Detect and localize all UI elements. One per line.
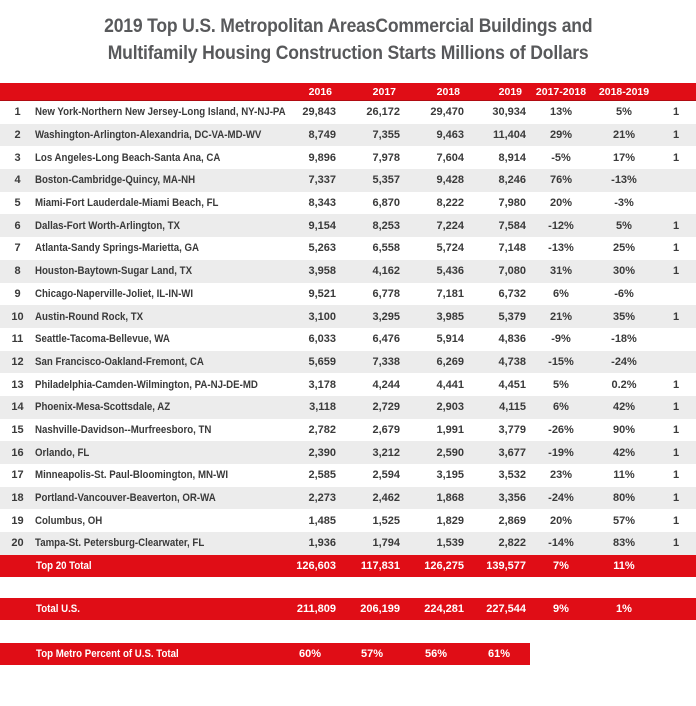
metro-name-cell: [35, 311, 280, 323]
value-2017-cell: 7,338: [372, 355, 400, 368]
top-metro-percent-band: [0, 643, 530, 665]
value-2017-cell: 7,355: [372, 129, 400, 142]
rank-cell: 17: [11, 469, 24, 482]
metro-name: Nashville-Davidson--Murfreesboro, TN: [35, 423, 212, 436]
col-header-2018-2019: 2018-2019: [598, 85, 650, 98]
value-2019-cell: 3,356: [498, 492, 526, 505]
rank-cell: 6: [14, 219, 21, 232]
value-2017-cell: 6,870: [372, 197, 400, 210]
total-2019-cell: 139,577: [486, 560, 526, 572]
value-2019-cell: 2,869: [498, 514, 526, 527]
value-2018-cell: 4,441: [436, 378, 464, 391]
table-row: [0, 101, 696, 124]
value-2019-cell: 7,980: [498, 197, 526, 210]
rank-cell: 12: [11, 355, 24, 368]
pct-2017-2018-cell: -13%: [548, 242, 574, 255]
value-2016-cell: 29,843: [302, 106, 336, 119]
value-2017-cell: 4,244: [372, 378, 400, 391]
metro-name: San Francisco-Oakland-Fremont, CA: [35, 355, 204, 368]
value-2016-cell: 3,178: [308, 378, 336, 391]
pct-2018-2019-cell: 42%: [612, 446, 636, 459]
value-2018-cell: 1,539: [436, 537, 464, 550]
flag-cell: 1: [672, 514, 680, 527]
flag-cell: 1: [672, 106, 680, 119]
rank-cell: 9: [14, 287, 21, 300]
page-title: [0, 13, 696, 67]
value-2018-cell: 1,868: [436, 492, 464, 505]
value-2017-cell: 2,729: [372, 401, 400, 414]
value-2016-cell: 3,100: [308, 310, 336, 323]
total-label: Top 20 Total: [36, 560, 92, 572]
metro-name-cell: [35, 379, 280, 391]
total-us-label: Total U.S.: [36, 603, 80, 615]
pct-2018-2019-cell: 5%: [616, 106, 632, 119]
table-row: [0, 192, 696, 215]
total-us-2019-cell: 227,544: [486, 603, 526, 615]
value-2017-cell: 3,295: [372, 310, 400, 323]
top-metro-percent-label-cell: [0, 648, 280, 660]
value-2016-cell: 1,485: [308, 514, 336, 527]
value-2019-cell: 7,148: [498, 242, 526, 255]
value-2017-cell: 3,212: [372, 446, 400, 459]
value-2017-cell: 8,253: [372, 219, 400, 232]
pct-2017-2018-cell: -14%: [548, 537, 574, 550]
pct-2018-2019-cell: -18%: [611, 333, 637, 346]
flag-cell: 1: [672, 219, 680, 232]
metro-name-cell: [35, 492, 280, 504]
metro-name: Austin-Round Rock, TX: [35, 310, 144, 323]
value-2016-cell: 2,390: [308, 446, 336, 459]
pct-2018-2019-cell: -3%: [614, 197, 634, 210]
pct-2017-2018-cell: -12%: [548, 219, 574, 232]
pct-2017-2018-cell: 23%: [549, 469, 573, 482]
metro-pct-2016-cell: 60%: [298, 648, 322, 660]
pct-2018-2019-cell: 30%: [612, 265, 636, 278]
value-2018-cell: 1,829: [436, 514, 464, 527]
value-2018-cell: 7,224: [436, 219, 464, 232]
metro-name-cell: [35, 129, 280, 141]
flag-cell: 1: [672, 423, 680, 436]
table-row: [0, 351, 696, 374]
top20-total-band: [0, 555, 696, 577]
value-2017-cell: 26,172: [366, 106, 400, 119]
flag-cell: 1: [672, 537, 680, 550]
flag-cell: 1: [672, 446, 680, 459]
metro-name-cell: [35, 333, 280, 345]
metro-name: New York-Northern New Jersey-Long Island, NY-NJ-PA: [35, 106, 286, 119]
value-2019-cell: 11,404: [492, 129, 526, 142]
rank-cell: 19: [11, 514, 24, 527]
value-2018-cell: 7,604: [436, 151, 464, 164]
metro-name-cell: [35, 356, 280, 368]
flag-cell: 1: [672, 401, 680, 414]
total-pct-2017-2018-cell: 7%: [553, 560, 569, 572]
value-2018-cell: 5,724: [436, 242, 464, 255]
value-2016-cell: 3,958: [308, 265, 336, 278]
rank-cell: 5: [14, 197, 21, 210]
rank-cell: 1: [14, 106, 21, 119]
metro-name: Boston-Cambridge-Quincy, MA-NH: [35, 174, 196, 187]
pct-2017-2018-cell: -26%: [548, 423, 574, 436]
total-us-2017-cell: 206,199: [360, 603, 400, 615]
value-2016-cell: 5,659: [308, 355, 336, 368]
table-row: [0, 464, 696, 487]
value-2019-cell: 3,677: [498, 446, 526, 459]
table-row: [0, 328, 696, 351]
flag-cell: 1: [672, 492, 680, 505]
metro-name-cell: [35, 265, 280, 277]
pct-2018-2019-cell: 21%: [612, 129, 636, 142]
value-2018-cell: 7,181: [436, 287, 464, 300]
value-2019-cell: 5,379: [498, 310, 526, 323]
total-2018-cell: 126,275: [424, 560, 464, 572]
title-line-1: 2019 Top U.S. Metropolitan AreasCommercial Buildings and: [103, 15, 593, 37]
total-us-pct-2017-2018-cell: 9%: [553, 603, 569, 615]
metro-name-cell: [35, 515, 280, 527]
value-2019-cell: 8,246: [498, 174, 526, 187]
value-2018-cell: 1,991: [436, 423, 464, 436]
metro-name-cell: [35, 197, 280, 209]
pct-2018-2019-cell: 17%: [612, 151, 636, 164]
value-2019-cell: 30,934: [492, 106, 526, 119]
metro-name: Washington-Arlington-Alexandria, DC-VA-MD-WV: [35, 129, 262, 142]
metro-name: Minneapolis-St. Paul-Bloomington, MN-WI: [35, 469, 229, 482]
metro-pct-2017-cell: 57%: [360, 648, 384, 660]
value-2019-cell: 4,738: [498, 355, 526, 368]
metro-name-cell: [35, 152, 280, 164]
pct-2017-2018-cell: 20%: [549, 197, 573, 210]
metro-name: Dallas-Fort Worth-Arlington, TX: [35, 219, 181, 232]
value-2018-cell: 3,195: [436, 469, 464, 482]
value-2018-cell: 8,222: [436, 197, 464, 210]
pct-2018-2019-cell: 57%: [612, 514, 636, 527]
rank-cell: 20: [11, 537, 24, 550]
pct-2018-2019-cell: 42%: [612, 401, 636, 414]
pct-2017-2018-cell: 5%: [553, 378, 569, 391]
value-2017-cell: 4,162: [372, 265, 400, 278]
metro-name: Philadelphia-Camden-Wilmington, PA-NJ-DE-MD: [35, 378, 258, 391]
metro-name-cell: [35, 537, 280, 549]
value-2019-cell: 6,732: [498, 287, 526, 300]
value-2018-cell: 3,985: [436, 310, 464, 323]
pct-2018-2019-cell: -24%: [611, 355, 637, 368]
metro-name-cell: [35, 288, 280, 300]
top-metro-percent-label: Top Metro Percent of U.S. Total: [36, 648, 179, 660]
top-metro-percent-row: [0, 643, 530, 665]
col-header-2017: 2017: [372, 85, 396, 98]
table-header-band: [0, 83, 696, 101]
value-2017-cell: 2,594: [372, 469, 400, 482]
total-pct-2018-2019-cell: 11%: [613, 560, 635, 572]
rank-cell: 15: [11, 423, 24, 436]
value-2018-cell: 9,428: [436, 174, 464, 187]
pct-2017-2018-cell: -19%: [548, 446, 574, 459]
value-2017-cell: 7,978: [372, 151, 400, 164]
col-header-2016: 2016: [308, 85, 332, 98]
pct-2017-2018-cell: 6%: [553, 287, 569, 300]
value-2018-cell: 5,436: [436, 265, 464, 278]
table-row: [0, 260, 696, 283]
metro-name-cell: [35, 106, 286, 119]
value-2018-cell: 29,470: [430, 106, 464, 119]
value-2018-cell: 9,463: [436, 129, 464, 142]
metro-name: Houston-Baytown-Sugar Land, TX: [35, 265, 193, 278]
metro-name: Miami-Fort Lauderdale-Miami Beach, FL: [35, 197, 219, 210]
rank-cell: 13: [11, 378, 24, 391]
value-2016-cell: 9,521: [308, 287, 336, 300]
metro-name-cell: [35, 424, 280, 436]
table-header-row: [0, 83, 696, 100]
value-2019-cell: 4,115: [499, 401, 526, 414]
pct-2018-2019-cell: 83%: [612, 537, 636, 550]
pct-2017-2018-cell: 31%: [549, 265, 573, 278]
value-2016-cell: 7,337: [308, 174, 336, 187]
value-2017-cell: 6,558: [372, 242, 400, 255]
table-row: [0, 396, 696, 419]
pct-2017-2018-cell: -15%: [548, 355, 574, 368]
table-row: [0, 169, 696, 192]
metro-name: Tampa-St. Petersburg-Clearwater, FL: [35, 537, 205, 550]
total-us-label-cell: [0, 603, 280, 615]
rank-cell: 2: [14, 129, 21, 142]
pct-2018-2019-cell: 35%: [612, 310, 636, 323]
flag-cell: 1: [672, 151, 680, 164]
value-2017-cell: 5,357: [372, 174, 400, 187]
table-body: [0, 101, 696, 555]
pct-2017-2018-cell: -5%: [551, 151, 571, 164]
pct-2018-2019-cell: 80%: [612, 492, 636, 505]
table-row: [0, 509, 696, 532]
metro-name: Phoenix-Mesa-Scottsdale, AZ: [35, 401, 171, 414]
metro-pct-2019-cell: 61%: [487, 648, 511, 660]
value-2019-cell: 7,080: [498, 265, 526, 278]
rank-cell: 7: [14, 242, 21, 255]
total-us-2018-cell: 224,281: [424, 603, 464, 615]
total-2017-cell: 117,831: [360, 560, 400, 572]
value-2016-cell: 3,118: [309, 401, 336, 414]
value-2016-cell: 9,896: [308, 151, 336, 164]
rank-cell: 4: [14, 174, 21, 187]
total-2016-cell: 126,603: [296, 560, 336, 572]
metro-name: Columbus, OH: [35, 514, 103, 527]
total-us-pct-2018-2019-cell: 1%: [616, 603, 632, 615]
value-2017-cell: 1,525: [372, 514, 400, 527]
metro-name-cell: [35, 469, 280, 481]
col-header-2019: 2019: [498, 85, 522, 98]
metro-name-cell: [35, 401, 280, 413]
total-us-2016-cell: 211,809: [296, 603, 336, 615]
rank-cell: 16: [11, 446, 24, 459]
value-2016-cell: 2,585: [308, 469, 336, 482]
table-row: [0, 487, 696, 510]
pct-2017-2018-cell: 6%: [553, 401, 569, 414]
value-2018-cell: 6,269: [436, 355, 464, 368]
flag-cell: 1: [672, 310, 680, 323]
value-2018-cell: 2,903: [436, 401, 464, 414]
pct-2018-2019-cell: 90%: [612, 423, 636, 436]
value-2017-cell: 6,476: [372, 333, 400, 346]
value-2016-cell: 1,936: [308, 537, 336, 550]
pct-2018-2019-cell: 11%: [613, 469, 635, 482]
metro-name: Portland-Vancouver-Beaverton, OR-WA: [35, 492, 216, 505]
flag-cell: 1: [672, 265, 680, 278]
value-2016-cell: 2,273: [308, 492, 336, 505]
metro-name: Atlanta-Sandy Springs-Marietta, GA: [35, 242, 200, 255]
pct-2017-2018-cell: -9%: [551, 333, 571, 346]
value-2019-cell: 3,532: [498, 469, 526, 482]
pct-2018-2019-cell: -13%: [611, 174, 637, 187]
total-label-cell: [0, 560, 280, 572]
value-2016-cell: 6,033: [308, 333, 336, 346]
value-2019-cell: 4,836: [498, 333, 526, 346]
table-row: [0, 373, 696, 396]
table-row: [0, 214, 696, 237]
metro-name-cell: [35, 174, 280, 186]
pct-2018-2019-cell: 5%: [616, 219, 632, 232]
metro-name: Orlando, FL: [35, 446, 90, 459]
value-2017-cell: 2,679: [372, 423, 400, 436]
metro-name: Seattle-Tacoma-Bellevue, WA: [35, 333, 170, 346]
value-2019-cell: 2,822: [498, 537, 526, 550]
total-us-row: [0, 598, 696, 620]
metro-name-cell: [35, 447, 280, 459]
pct-2017-2018-cell: -24%: [548, 492, 574, 505]
rank-cell: 8: [14, 265, 21, 278]
value-2016-cell: 9,154: [308, 219, 336, 232]
title-line-2: Multifamily Housing Construction Starts Millions of Dollars: [107, 42, 589, 64]
value-2019-cell: 7,584: [498, 219, 526, 232]
value-2016-cell: 8,749: [308, 129, 336, 142]
flag-cell: 1: [672, 242, 680, 255]
table-row: [0, 532, 696, 555]
table-row: [0, 237, 696, 260]
table-row: [0, 283, 696, 306]
flag-cell: 1: [672, 469, 680, 482]
col-header-2018: 2018: [436, 85, 460, 98]
table-row: [0, 419, 696, 442]
value-2019-cell: 3,779: [498, 423, 526, 436]
metro-name: Los Angeles-Long Beach-Santa Ana, CA: [35, 151, 221, 164]
value-2017-cell: 2,462: [372, 492, 400, 505]
rank-cell: 3: [14, 151, 21, 164]
table-row: [0, 305, 696, 328]
col-header-2017-2018: 2017-2018: [535, 85, 587, 98]
value-2019-cell: 4,451: [498, 378, 526, 391]
flag-cell: 1: [672, 129, 680, 142]
table-row: [0, 146, 696, 169]
metro-name: Chicago-Naperville-Joliet, IL-IN-WI: [35, 287, 194, 300]
pct-2018-2019-cell: 0.2%: [611, 378, 637, 391]
table-row: [0, 441, 696, 464]
pct-2017-2018-cell: 29%: [549, 129, 573, 142]
top20-total-row: [0, 555, 696, 577]
value-2018-cell: 2,590: [436, 446, 464, 459]
metro-pct-2018-cell: 56%: [424, 648, 448, 660]
flag-cell: 1: [672, 378, 680, 391]
table-row: [0, 124, 696, 147]
value-2016-cell: 2,782: [308, 423, 336, 436]
pct-2017-2018-cell: 21%: [549, 310, 573, 323]
value-2019-cell: 8,914: [498, 151, 526, 164]
rank-cell: 18: [11, 492, 24, 505]
pct-2018-2019-cell: 25%: [612, 242, 636, 255]
value-2017-cell: 6,778: [372, 287, 400, 300]
pct-2017-2018-cell: 20%: [549, 514, 573, 527]
rank-cell: 14: [11, 401, 24, 414]
value-2016-cell: 8,343: [308, 197, 336, 210]
metro-name-cell: [35, 242, 280, 254]
metro-name-cell: [35, 220, 280, 232]
rank-cell: 10: [11, 310, 24, 323]
pct-2017-2018-cell: 13%: [549, 106, 573, 119]
value-2016-cell: 5,263: [308, 242, 336, 255]
pct-2018-2019-cell: -6%: [614, 287, 634, 300]
value-2017-cell: 1,794: [372, 537, 400, 550]
rank-cell: 11: [11, 333, 24, 346]
pct-2017-2018-cell: 76%: [549, 174, 573, 187]
value-2018-cell: 5,914: [436, 333, 464, 346]
total-us-band: [0, 598, 696, 620]
